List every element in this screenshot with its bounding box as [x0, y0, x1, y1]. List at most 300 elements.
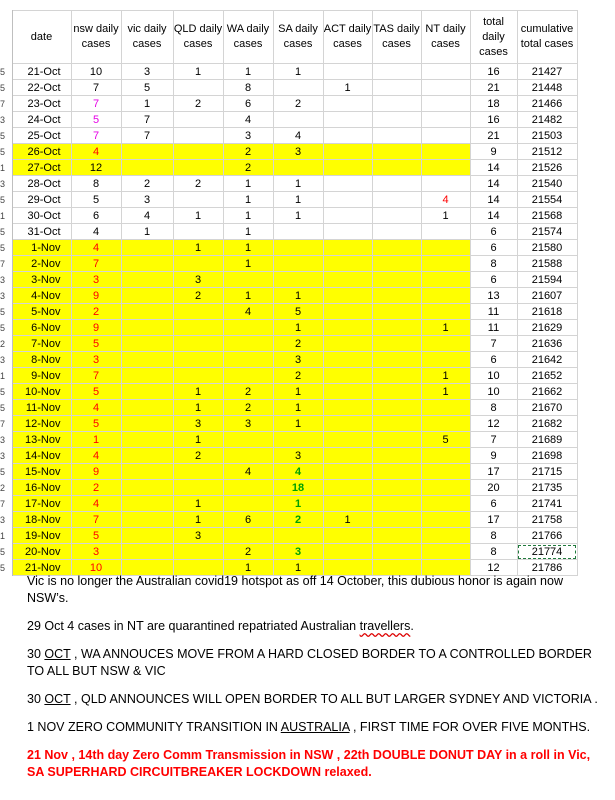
cell-date[interactable]: 15-Nov [12, 464, 71, 480]
cell-wa[interactable]: 2 [223, 544, 273, 560]
cell-tas[interactable] [372, 272, 421, 288]
cell-sa[interactable]: 3 [273, 448, 323, 464]
row-number[interactable]: 2 [0, 480, 12, 496]
cell-tas[interactable] [372, 432, 421, 448]
cell-nsw[interactable]: 12 [71, 160, 121, 176]
cell-vic[interactable] [121, 144, 173, 160]
cell-nt[interactable]: 1 [421, 368, 470, 384]
row-number[interactable]: 5 [0, 192, 12, 208]
cell-act[interactable] [323, 480, 372, 496]
cell-act[interactable] [323, 208, 372, 224]
cell-date[interactable]: 21-Oct [12, 64, 71, 80]
cell-qld[interactable]: 1 [173, 400, 223, 416]
cell-sa[interactable]: 1 [273, 288, 323, 304]
row-number[interactable]: 3 [0, 112, 12, 128]
cell-total[interactable]: 6 [470, 240, 517, 256]
cell-cum[interactable]: 21580 [517, 240, 577, 256]
cell-wa[interactable] [223, 336, 273, 352]
row-number[interactable]: 5 [0, 320, 12, 336]
cell-tas[interactable] [372, 192, 421, 208]
cell-act[interactable] [323, 64, 372, 80]
cell-nsw[interactable]: 3 [71, 544, 121, 560]
cell-nsw[interactable]: 6 [71, 208, 121, 224]
cell-vic[interactable] [121, 528, 173, 544]
cell-sa[interactable]: 3 [273, 544, 323, 560]
cell-tas[interactable] [372, 448, 421, 464]
cell-cum[interactable]: 21698 [517, 448, 577, 464]
cell-nsw[interactable]: 9 [71, 464, 121, 480]
row-number[interactable]: 5 [0, 384, 12, 400]
cell-vic[interactable]: 5 [121, 80, 173, 96]
cell-act[interactable] [323, 96, 372, 112]
cell-nt[interactable]: 1 [421, 384, 470, 400]
cell-cum[interactable]: 21554 [517, 192, 577, 208]
cell-date[interactable]: 26-Oct [12, 144, 71, 160]
cell-sa[interactable] [273, 272, 323, 288]
cell-nt[interactable] [421, 224, 470, 240]
cell-qld[interactable]: 3 [173, 416, 223, 432]
row-number[interactable]: 1 [0, 528, 12, 544]
cell-date[interactable]: 9-Nov [12, 368, 71, 384]
cell-total[interactable]: 10 [470, 384, 517, 400]
cell-nt[interactable] [421, 256, 470, 272]
cell-nsw[interactable]: 7 [71, 128, 121, 144]
cell-nt[interactable] [421, 176, 470, 192]
cell-nsw[interactable]: 5 [71, 384, 121, 400]
cell-act[interactable] [323, 496, 372, 512]
cell-sa[interactable]: 1 [273, 400, 323, 416]
cell-wa[interactable]: 2 [223, 400, 273, 416]
cell-nsw[interactable]: 4 [71, 400, 121, 416]
cell-cum[interactable]: 21594 [517, 272, 577, 288]
cell-total[interactable]: 6 [470, 272, 517, 288]
cell-nt[interactable] [421, 64, 470, 80]
cell-total[interactable]: 12 [470, 560, 517, 576]
cell-vic[interactable] [121, 400, 173, 416]
cell-nsw[interactable]: 7 [71, 368, 121, 384]
cell-nt[interactable] [421, 496, 470, 512]
cell-nt[interactable] [421, 272, 470, 288]
cell-nsw[interactable]: 5 [71, 112, 121, 128]
cell-sa[interactable]: 5 [273, 304, 323, 320]
cell-sa[interactable]: 4 [273, 464, 323, 480]
cell-tas[interactable] [372, 128, 421, 144]
cell-wa[interactable] [223, 320, 273, 336]
row-number[interactable]: 3 [0, 288, 12, 304]
cell-sa[interactable]: 2 [273, 368, 323, 384]
cell-date[interactable]: 10-Nov [12, 384, 71, 400]
cell-qld[interactable] [173, 224, 223, 240]
cell-qld[interactable]: 1 [173, 432, 223, 448]
cell-nsw[interactable]: 5 [71, 528, 121, 544]
cell-total[interactable]: 14 [470, 176, 517, 192]
cell-total[interactable]: 6 [470, 224, 517, 240]
cell-date[interactable]: 21-Nov [12, 560, 71, 576]
cell-cum[interactable]: 21427 [517, 64, 577, 80]
cell-total[interactable]: 6 [470, 496, 517, 512]
cell-wa[interactable]: 1 [223, 208, 273, 224]
cell-sa[interactable] [273, 256, 323, 272]
cell-tas[interactable] [372, 144, 421, 160]
cell-act[interactable] [323, 112, 372, 128]
cell-qld[interactable] [173, 192, 223, 208]
cell-wa[interactable]: 4 [223, 112, 273, 128]
cell-date[interactable]: 19-Nov [12, 528, 71, 544]
cell-total[interactable]: 10 [470, 368, 517, 384]
cell-act[interactable] [323, 288, 372, 304]
cell-wa[interactable] [223, 448, 273, 464]
row-number[interactable]: 3 [0, 176, 12, 192]
cell-qld[interactable] [173, 464, 223, 480]
cell-vic[interactable]: 1 [121, 224, 173, 240]
cell-nsw[interactable]: 4 [71, 448, 121, 464]
cell-cum[interactable]: 21735 [517, 480, 577, 496]
cell-nt[interactable] [421, 464, 470, 480]
cell-cum[interactable]: 21642 [517, 352, 577, 368]
cell-qld[interactable]: 1 [173, 384, 223, 400]
cell-act[interactable] [323, 544, 372, 560]
cell-sa[interactable] [273, 112, 323, 128]
cell-total[interactable]: 16 [470, 64, 517, 80]
cell-cum[interactable]: 21652 [517, 368, 577, 384]
row-number[interactable]: 3 [0, 432, 12, 448]
cell-date[interactable]: 8-Nov [12, 352, 71, 368]
cell-cum[interactable]: 21741 [517, 496, 577, 512]
cell-nt[interactable] [421, 240, 470, 256]
cell-act[interactable] [323, 256, 372, 272]
cell-nt[interactable] [421, 96, 470, 112]
cell-qld[interactable] [173, 160, 223, 176]
cell-nt[interactable] [421, 160, 470, 176]
cell-total[interactable]: 7 [470, 336, 517, 352]
cell-act[interactable] [323, 224, 372, 240]
cell-wa[interactable]: 1 [223, 224, 273, 240]
cell-date[interactable]: 14-Nov [12, 448, 71, 464]
cell-act[interactable] [323, 128, 372, 144]
cell-tas[interactable] [372, 352, 421, 368]
cell-cum[interactable]: 21670 [517, 400, 577, 416]
cell-nsw[interactable]: 4 [71, 496, 121, 512]
cell-nt[interactable] [421, 480, 470, 496]
cell-total[interactable]: 8 [470, 528, 517, 544]
cell-date[interactable]: 11-Nov [12, 400, 71, 416]
cell-nsw[interactable]: 2 [71, 480, 121, 496]
cell-vic[interactable] [121, 272, 173, 288]
cell-vic[interactable] [121, 320, 173, 336]
cell-nt[interactable]: 4 [421, 192, 470, 208]
cell-vic[interactable] [121, 448, 173, 464]
cell-sa[interactable]: 1 [273, 192, 323, 208]
cell-date[interactable]: 24-Oct [12, 112, 71, 128]
header-act[interactable]: ACT daily cases [323, 11, 372, 64]
cell-cum[interactable]: 21662 [517, 384, 577, 400]
cell-act[interactable] [323, 384, 372, 400]
cell-date[interactable]: 2-Nov [12, 256, 71, 272]
cell-vic[interactable] [121, 416, 173, 432]
cell-wa[interactable]: 3 [223, 128, 273, 144]
cell-wa[interactable] [223, 432, 273, 448]
cell-act[interactable] [323, 304, 372, 320]
cell-act[interactable] [323, 352, 372, 368]
cell-act[interactable] [323, 160, 372, 176]
cell-qld[interactable] [173, 304, 223, 320]
cell-total[interactable]: 11 [470, 304, 517, 320]
row-number[interactable]: 5 [0, 64, 12, 80]
cell-qld[interactable]: 1 [173, 512, 223, 528]
cell-total[interactable]: 21 [470, 128, 517, 144]
cell-sa[interactable] [273, 432, 323, 448]
cell-vic[interactable]: 3 [121, 64, 173, 80]
cell-nsw[interactable]: 5 [71, 336, 121, 352]
cell-wa[interactable]: 8 [223, 80, 273, 96]
cell-date[interactable]: 1-Nov [12, 240, 71, 256]
cell-vic[interactable]: 2 [121, 176, 173, 192]
cell-sa[interactable]: 1 [273, 384, 323, 400]
cell-total[interactable]: 14 [470, 208, 517, 224]
cell-cum[interactable]: 21786 [517, 560, 577, 576]
row-number[interactable]: 5 [0, 224, 12, 240]
cell-wa[interactable] [223, 368, 273, 384]
cell-date[interactable]: 13-Nov [12, 432, 71, 448]
header-sa[interactable]: SA daily cases [273, 11, 323, 64]
cell-tas[interactable] [372, 160, 421, 176]
cell-act[interactable] [323, 528, 372, 544]
cell-cum[interactable]: 21607 [517, 288, 577, 304]
row-number[interactable]: 7 [0, 496, 12, 512]
cell-vic[interactable] [121, 432, 173, 448]
cell-cum[interactable]: 21689 [517, 432, 577, 448]
cell-cum[interactable]: 21568 [517, 208, 577, 224]
cell-nsw[interactable]: 4 [71, 144, 121, 160]
cell-tas[interactable] [372, 384, 421, 400]
cell-total[interactable]: 13 [470, 288, 517, 304]
cell-nsw[interactable]: 3 [71, 272, 121, 288]
cell-sa[interactable]: 1 [273, 176, 323, 192]
cell-vic[interactable] [121, 304, 173, 320]
cell-vic[interactable] [121, 384, 173, 400]
cell-cum[interactable]: 21715 [517, 464, 577, 480]
row-number[interactable]: 7 [0, 96, 12, 112]
cell-act[interactable] [323, 368, 372, 384]
row-number[interactable]: 5 [0, 464, 12, 480]
header-nt[interactable]: NT daily cases [421, 11, 470, 64]
row-number[interactable]: 5 [0, 400, 12, 416]
cell-wa[interactable]: 1 [223, 192, 273, 208]
cell-nsw[interactable]: 2 [71, 304, 121, 320]
cell-wa[interactable]: 1 [223, 240, 273, 256]
cell-date[interactable]: 29-Oct [12, 192, 71, 208]
cell-qld[interactable] [173, 480, 223, 496]
cell-vic[interactable] [121, 368, 173, 384]
cell-total[interactable]: 6 [470, 352, 517, 368]
cell-cum[interactable]: 21466 [517, 96, 577, 112]
row-number[interactable]: 3 [0, 352, 12, 368]
cell-vic[interactable]: 4 [121, 208, 173, 224]
cell-cum[interactable]: 21766 [517, 528, 577, 544]
row-number[interactable]: 2 [0, 336, 12, 352]
cell-nsw[interactable]: 10 [71, 64, 121, 80]
cell-nsw[interactable]: 7 [71, 96, 121, 112]
cell-cum[interactable]: 21482 [517, 112, 577, 128]
cell-date[interactable]: 3-Nov [12, 272, 71, 288]
cell-date[interactable]: 4-Nov [12, 288, 71, 304]
cell-qld[interactable]: 2 [173, 448, 223, 464]
cell-vic[interactable] [121, 464, 173, 480]
cell-date[interactable]: 31-Oct [12, 224, 71, 240]
cell-sa[interactable]: 3 [273, 352, 323, 368]
cell-sa[interactable] [273, 240, 323, 256]
cell-cum[interactable]: 21758 [517, 512, 577, 528]
cell-tas[interactable] [372, 80, 421, 96]
cell-act[interactable] [323, 144, 372, 160]
cell-cum[interactable]: 21574 [517, 224, 577, 240]
cell-sa[interactable]: 3 [273, 144, 323, 160]
cell-sa[interactable]: 2 [273, 96, 323, 112]
cell-wa[interactable] [223, 528, 273, 544]
cell-wa[interactable]: 1 [223, 64, 273, 80]
header-vic[interactable]: vic daily cases [121, 11, 173, 64]
cell-vic[interactable] [121, 352, 173, 368]
row-number[interactable]: 5 [0, 128, 12, 144]
cell-date[interactable]: 30-Oct [12, 208, 71, 224]
cell-sa[interactable] [273, 80, 323, 96]
cell-date[interactable]: 18-Nov [12, 512, 71, 528]
cell-act[interactable] [323, 464, 372, 480]
cell-cum[interactable]: 21540 [517, 176, 577, 192]
header-wa[interactable]: WA daily cases [223, 11, 273, 64]
row-number[interactable]: 5 [0, 80, 12, 96]
header-nsw[interactable]: nsw daily cases [71, 11, 121, 64]
cell-act[interactable] [323, 192, 372, 208]
cell-tas[interactable] [372, 256, 421, 272]
cell-nt[interactable] [421, 416, 470, 432]
cell-qld[interactable]: 2 [173, 96, 223, 112]
cell-sa[interactable]: 18 [273, 480, 323, 496]
cell-qld[interactable] [173, 544, 223, 560]
cell-total[interactable]: 16 [470, 112, 517, 128]
cell-vic[interactable] [121, 496, 173, 512]
cell-tas[interactable] [372, 496, 421, 512]
cell-wa[interactable]: 4 [223, 464, 273, 480]
cell-nsw[interactable]: 10 [71, 560, 121, 576]
cell-act[interactable] [323, 400, 372, 416]
cell-tas[interactable] [372, 336, 421, 352]
cell-sa[interactable]: 2 [273, 512, 323, 528]
cell-wa[interactable]: 3 [223, 416, 273, 432]
cell-wa[interactable] [223, 352, 273, 368]
cell-tas[interactable] [372, 528, 421, 544]
row-number[interactable]: 7 [0, 416, 12, 432]
cell-tas[interactable] [372, 64, 421, 80]
cell-nt[interactable]: 1 [421, 208, 470, 224]
cell-date[interactable]: 16-Nov [12, 480, 71, 496]
cell-wa[interactable]: 1 [223, 256, 273, 272]
cell-qld[interactable] [173, 128, 223, 144]
cell-wa[interactable] [223, 480, 273, 496]
cell-act[interactable] [323, 416, 372, 432]
header-date[interactable]: date [12, 11, 71, 64]
cell-total[interactable]: 7 [470, 432, 517, 448]
cell-wa[interactable] [223, 272, 273, 288]
cell-qld[interactable] [173, 144, 223, 160]
header-total[interactable]: total daily cases [470, 11, 517, 64]
cell-nt[interactable] [421, 288, 470, 304]
cell-act[interactable] [323, 432, 372, 448]
cell-cum[interactable]: 21629 [517, 320, 577, 336]
cell-tas[interactable] [372, 400, 421, 416]
cell-sa[interactable] [273, 224, 323, 240]
cell-act[interactable] [323, 320, 372, 336]
cell-total[interactable]: 17 [470, 464, 517, 480]
cell-total[interactable]: 8 [470, 400, 517, 416]
cell-act[interactable] [323, 272, 372, 288]
cell-total[interactable]: 8 [470, 544, 517, 560]
cell-nt[interactable] [421, 128, 470, 144]
cell-tas[interactable] [372, 480, 421, 496]
cell-act[interactable]: 1 [323, 512, 372, 528]
cell-nsw[interactable]: 7 [71, 80, 121, 96]
cell-vic[interactable]: 1 [121, 96, 173, 112]
cell-nt[interactable] [421, 544, 470, 560]
cell-qld[interactable] [173, 352, 223, 368]
cell-date[interactable]: 22-Oct [12, 80, 71, 96]
cell-act[interactable] [323, 448, 372, 464]
cell-total[interactable]: 17 [470, 512, 517, 528]
cell-qld[interactable] [173, 80, 223, 96]
cell-vic[interactable]: 7 [121, 112, 173, 128]
cell-vic[interactable] [121, 480, 173, 496]
cell-tas[interactable] [372, 224, 421, 240]
cell-tas[interactable] [372, 512, 421, 528]
cell-total[interactable]: 20 [470, 480, 517, 496]
cell-qld[interactable] [173, 112, 223, 128]
cell-total[interactable]: 11 [470, 320, 517, 336]
cell-tas[interactable] [372, 208, 421, 224]
row-number[interactable]: 5 [0, 144, 12, 160]
cell-sa[interactable]: 1 [273, 416, 323, 432]
cell-sa[interactable]: 4 [273, 128, 323, 144]
row-number[interactable]: 3 [0, 512, 12, 528]
cell-wa[interactable]: 1 [223, 176, 273, 192]
cell-total[interactable]: 8 [470, 256, 517, 272]
row-number[interactable]: 5 [0, 240, 12, 256]
cell-tas[interactable] [372, 112, 421, 128]
cell-nt[interactable]: 1 [421, 320, 470, 336]
cell-act[interactable] [323, 240, 372, 256]
cell-cum[interactable]: 21774 [517, 544, 577, 560]
cell-nt[interactable] [421, 400, 470, 416]
row-number[interactable]: 5 [0, 544, 12, 560]
cell-vic[interactable] [121, 512, 173, 528]
cell-wa[interactable] [223, 496, 273, 512]
cell-total[interactable]: 9 [470, 448, 517, 464]
cell-date[interactable]: 7-Nov [12, 336, 71, 352]
cell-tas[interactable] [372, 96, 421, 112]
cell-nt[interactable] [421, 112, 470, 128]
cell-wa[interactable]: 6 [223, 96, 273, 112]
cell-tas[interactable] [372, 544, 421, 560]
cell-vic[interactable] [121, 160, 173, 176]
cell-qld[interactable] [173, 256, 223, 272]
cell-qld[interactable]: 3 [173, 272, 223, 288]
cell-date[interactable]: 6-Nov [12, 320, 71, 336]
cell-date[interactable]: 12-Nov [12, 416, 71, 432]
cell-wa[interactable]: 1 [223, 288, 273, 304]
row-number[interactable]: 7 [0, 256, 12, 272]
cell-wa[interactable]: 2 [223, 144, 273, 160]
cell-vic[interactable]: 7 [121, 128, 173, 144]
row-number[interactable]: 5 [0, 560, 12, 576]
